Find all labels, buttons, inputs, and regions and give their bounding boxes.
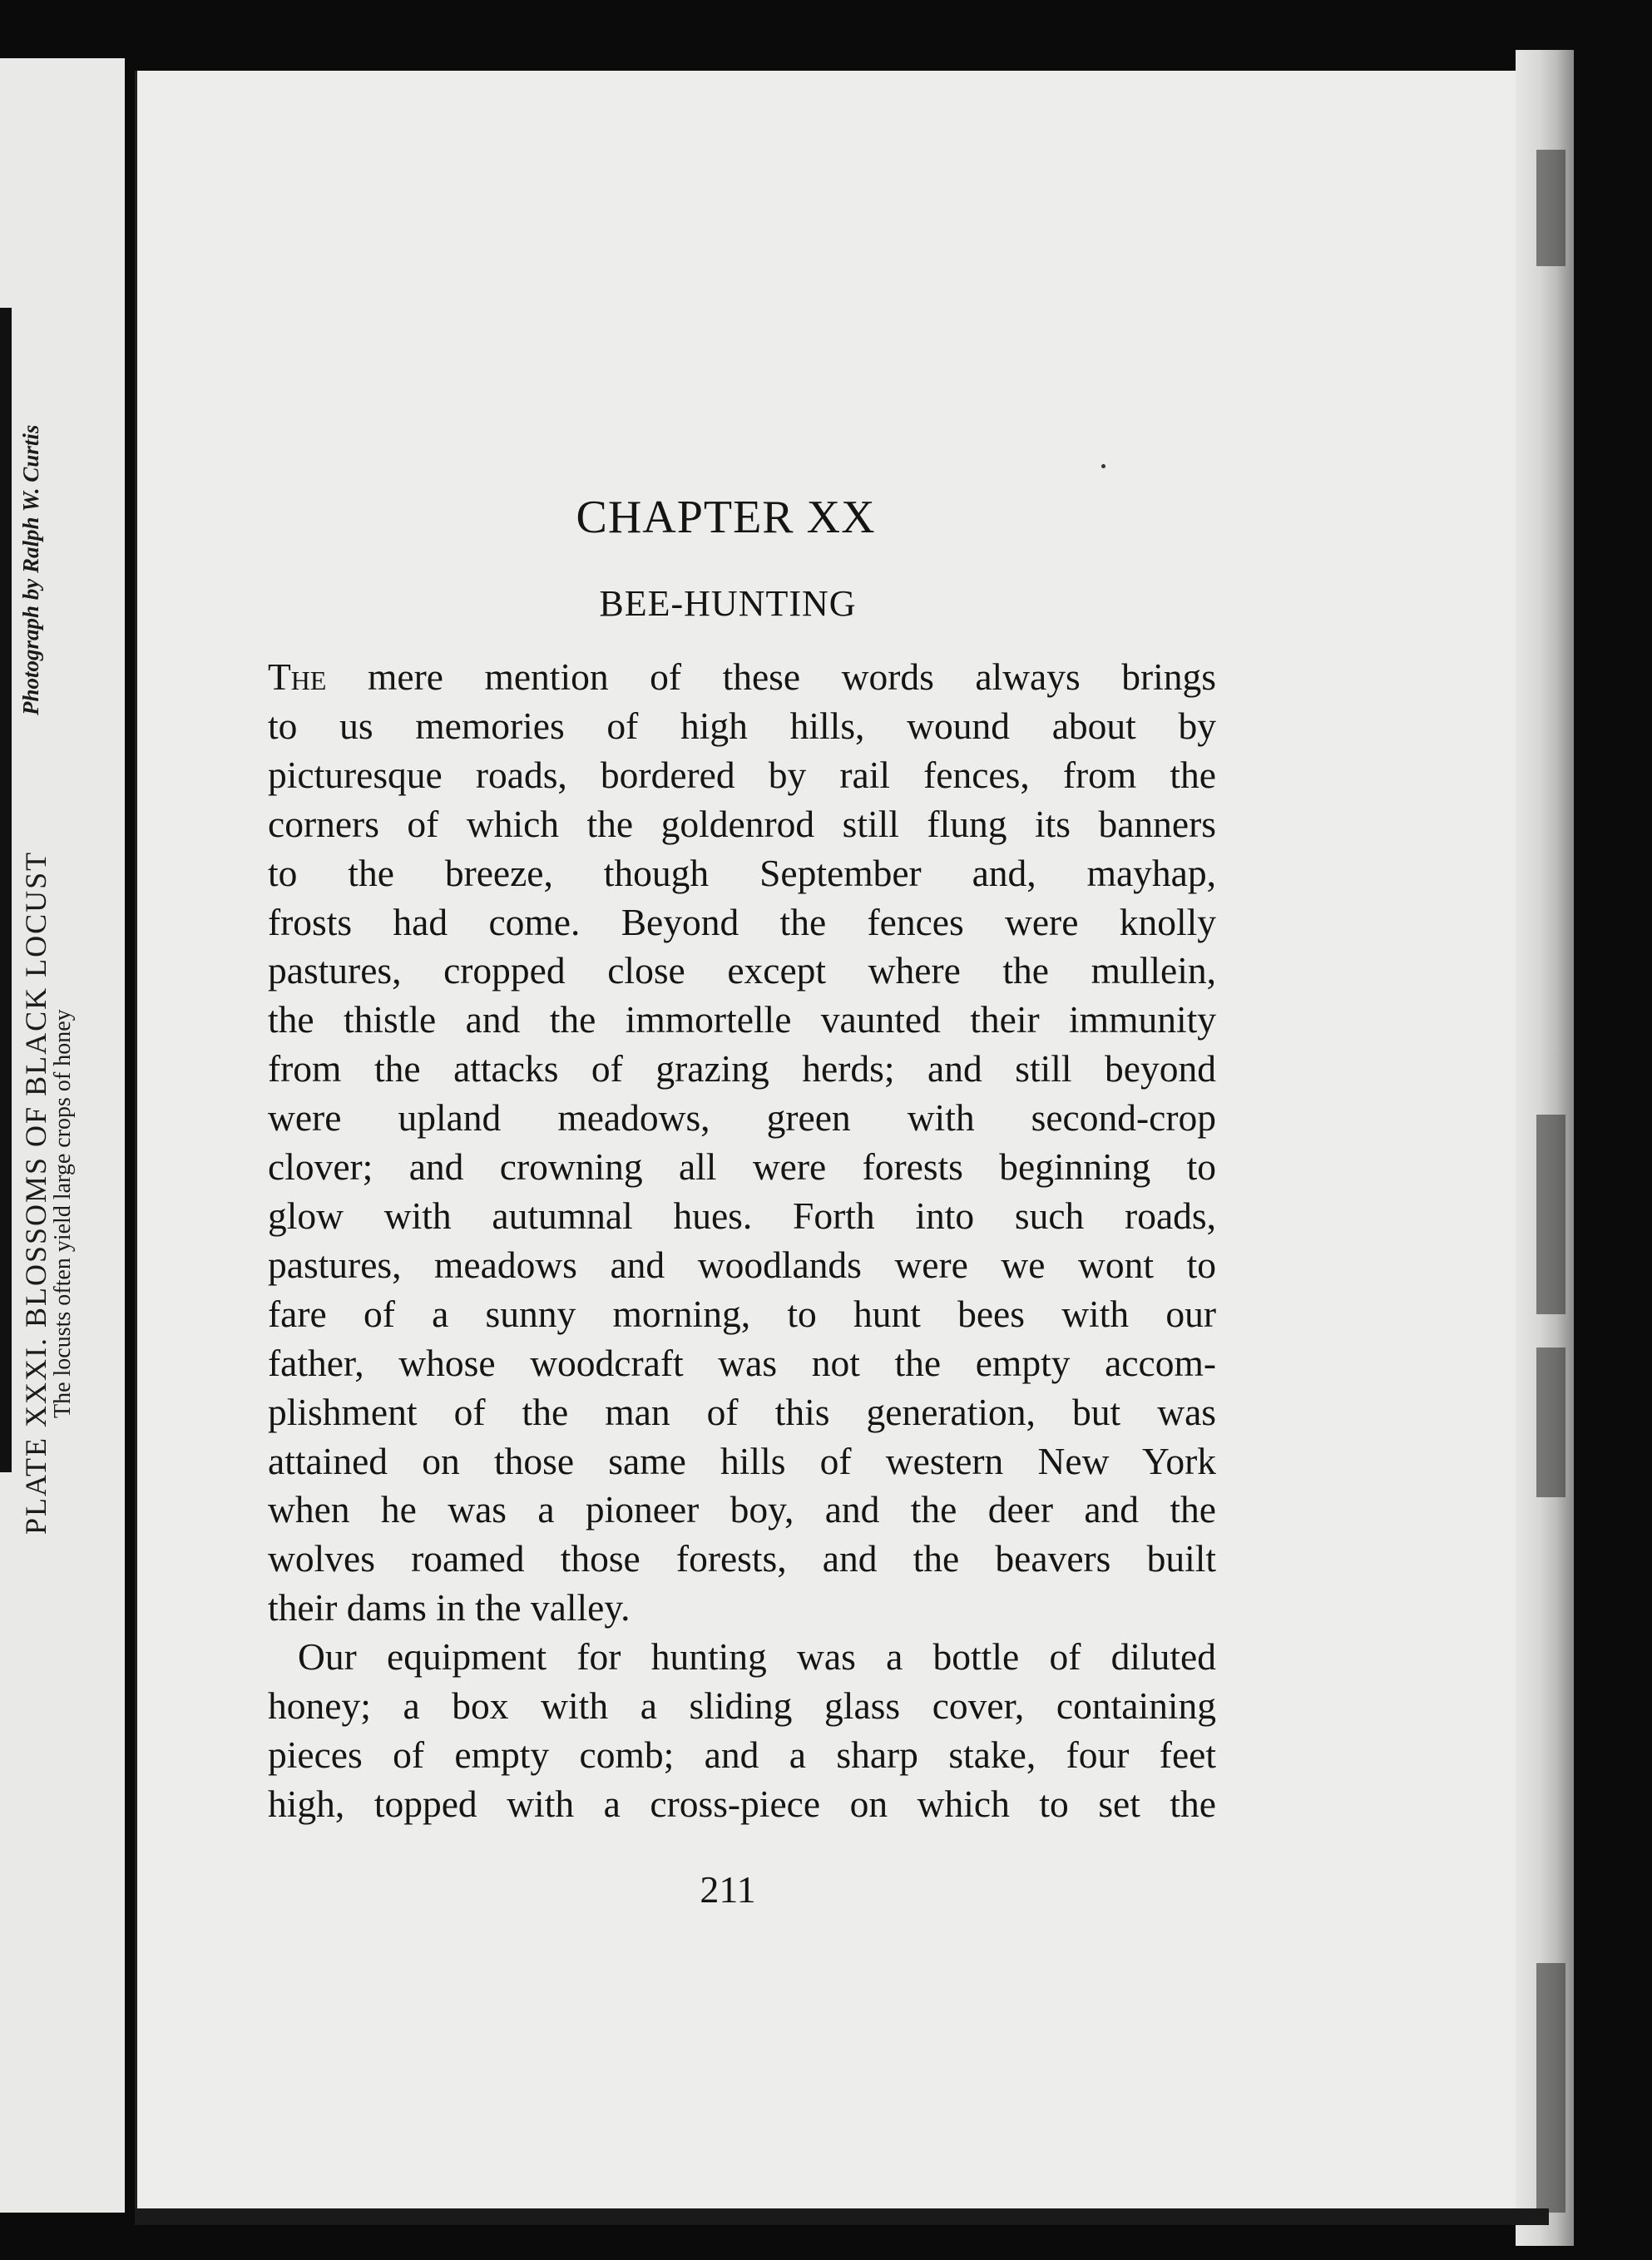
text-line: glow with autumnal hues. Forth into such roads, [268,1194,1216,1237]
text-line: when he was a pioneer boy, and the deer and the [268,1488,1216,1531]
text-line: were upland meadows, green with second-crop [268,1096,1216,1140]
text-line: honey; a box with a sliding glass cover, containing [268,1684,1216,1728]
text-line: fare of a sunny morning, to hunt bees with our [268,1292,1216,1335]
plate-subtitle: The locusts often yield large crops of honey [50,1009,76,1418]
plate-title: PLATE XXXI. BLOSSOMS OF BLACK LOCUST [19,850,52,1535]
text-line: attained on those same hills of western New York [268,1439,1216,1482]
body-text [268,653,1216,1829]
text-line: to the breeze, though September and, mayhap, [268,851,1216,894]
edge-streak [1536,150,1565,266]
photo-credit: Photograph by Ralph W. Curtis [18,424,43,715]
text-line: picturesque roads, bordered by rail fences, from the [268,753,1216,796]
text-line: the thistle and the immortelle vaunted their immunity [268,998,1216,1041]
speck [1101,464,1105,468]
page-stack-edge [1516,50,1574,2246]
text-line: Our equipment for hunting was a bottle of diluted [298,1635,1216,1679]
text-line: plishment of the man of this generation, but was [268,1390,1216,1433]
page-bottom-shadow [135,2208,1549,2225]
lead-word: The [268,655,327,698]
text-line: pastures, meadows and woodlands were we wont to [268,1243,1216,1286]
page-number: 211 [700,1868,756,1911]
edge-streak [1536,1348,1565,1497]
chapter-title: CHAPTER XX [576,492,876,543]
edge-streak [1536,1115,1565,1314]
edge-streak [1536,1963,1565,2213]
text-line: clover; and crowning all were forests beginning to [268,1145,1216,1189]
text-line: from the attacks of grazing herds; and still beyond [268,1047,1216,1090]
text-line: their dams in the valley. [268,1586,631,1629]
text-line: corners of which the goldenrod still flung its banners [268,802,1216,845]
chapter-subtitle: BEE-HUNTING [599,583,857,624]
text-line: The mere mention of these words always brings [268,655,1216,698]
text-line: to us memories of high hills, wound about by [268,704,1216,747]
text-line: pieces of empty comb; and a sharp stake, four feet [268,1733,1216,1776]
text-line: pastures, cropped close except where the mullein, [268,949,1216,992]
text-line: high, topped with a cross-piece on which to set the [268,1782,1216,1825]
text-line: father, whose woodcraft was not the empty accom- [268,1341,1216,1384]
text-line: wolves roamed those forests, and the beavers built [268,1537,1216,1580]
text-line: frosts had come. Beyond the fences were knolly [268,900,1216,943]
